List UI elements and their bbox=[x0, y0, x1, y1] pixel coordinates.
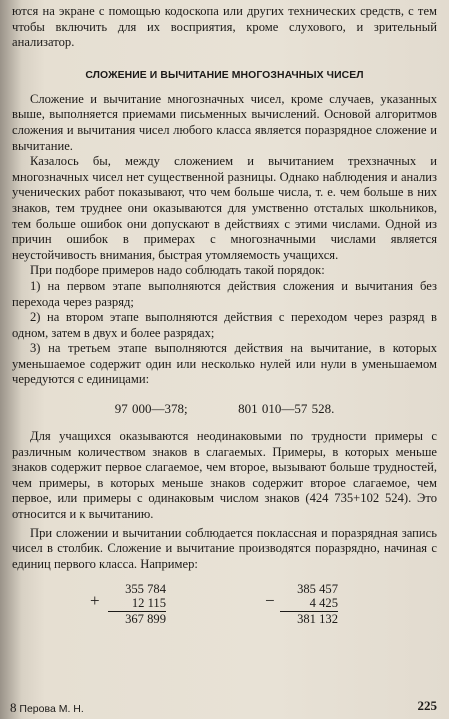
examples-line bbox=[12, 401, 437, 417]
intro-paragraph: ются на экране с помощью кодоскопа или других технических средств, с тем чтобы включить для их восприятия, кроме слухового, и зрительный анализатор. bbox=[12, 4, 437, 50]
addend-2: 12 115 bbox=[131, 596, 166, 611]
paragraph-4: Для учащихся оказываются неодинаковыми по трудности примеры с различным количеством знаков в слагаемых. Примеры, в которых меньше знаков содержит первое слагаемое, чем второе, вызывают больше трудностей, чем примеры, в которых меньше знаков содержит второе слагаемое, чем первое, или примеры с одинаковым числом знаков (424 735+102 524). Это относится и к вычитанию. bbox=[12, 429, 437, 522]
example-1: 97 000—378; bbox=[114, 401, 188, 417]
column-subtraction bbox=[280, 582, 338, 626]
subtrahend: 4 425 bbox=[309, 596, 338, 611]
signature-mark: 8 bbox=[10, 700, 17, 715]
difference-result: 381 132 bbox=[297, 612, 338, 627]
paragraph-1: Сложение и вычитание многозначных чисел, кроме случаев, указанных выше, выполняется приемами письменных вычислений. Основой алгоритмов сложения и вычитания чисел любого класса является поразрядное сложение и вычитание. bbox=[12, 91, 437, 153]
column-examples bbox=[12, 582, 437, 654]
column-addition bbox=[108, 582, 166, 626]
paragraph-5: При сложении и вычитании соблюдается поклассная и поразрядная запись чисел в столбик. Сложение и вычитание производятся поразрядно, начиная с единиц первого класса. Например: bbox=[12, 525, 437, 571]
page-number: 225 bbox=[417, 698, 437, 713]
minus-sign: − bbox=[265, 591, 275, 611]
plus-sign: + bbox=[90, 591, 100, 611]
list-item-2: 2) на втором этапе выполняются действия с переходом через разряд в одном, затем в двух и более разрядах; bbox=[12, 310, 437, 340]
list-item-1: 1) на первом этапе выполняются действия сложения и вычитания без перехода через разряд; bbox=[12, 278, 437, 309]
footer-signature bbox=[10, 700, 84, 716]
addend-1: 355 784 bbox=[125, 582, 166, 597]
minuend: 385 457 bbox=[297, 582, 338, 597]
footer-author: Перова М. Н. bbox=[19, 703, 84, 715]
sum-result: 367 899 bbox=[125, 612, 166, 627]
example-2: 801 010—57 528. bbox=[238, 401, 335, 417]
section-title: СЛОЖЕНИЕ И ВЫЧИТАНИЕ МНОГОЗНАЧНЫХ ЧИСЕЛ bbox=[85, 69, 364, 81]
paragraph-2: Казалось бы, между сложением и вычитанием трехзначных и многозначных чисел нет существенной разницы. Однако наблюдения и анализ ученических работ показывают, что чем больше числа, т. е. чем больше в них знаков, тем труднее они оказываются для умственно отсталых школьников, тем больше ошибок они допускают в действиях с этими числами. Одной из причин ошибок в примерах с многозначными числами является неустойчивость внимания, быстрая утомляемость учащихся. bbox=[12, 154, 437, 262]
list-item-3: 3) на третьем этапе выполняются действия на вычитание, в которых уменьшаемое содержит один или несколько нулей или нули в уменьшаемом чередуются с единицами: bbox=[12, 341, 437, 387]
paragraph-3: При подборе примеров надо соблюдать такой порядок: bbox=[30, 263, 325, 278]
page-content bbox=[12, 4, 437, 654]
